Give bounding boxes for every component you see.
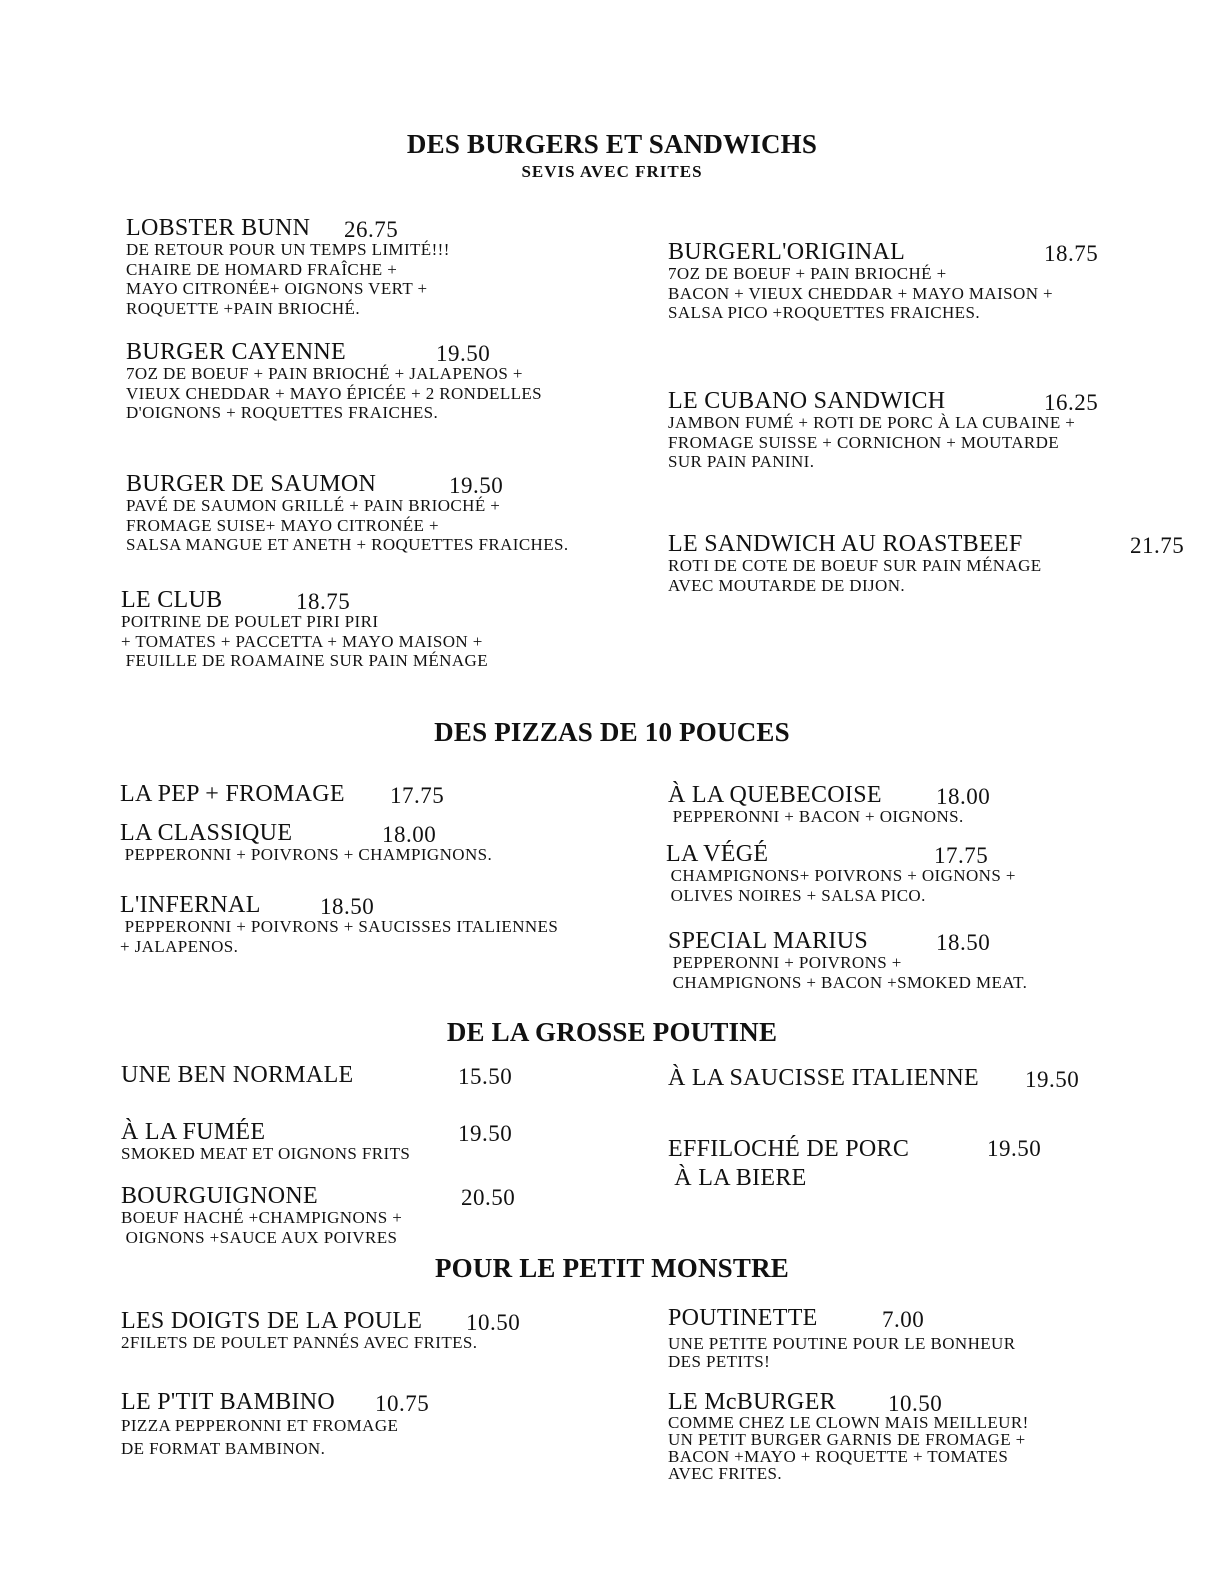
item-description: DE RETOUR POUR UN TEMPS LIMITÉ!!! CHAIRE DE HOMARD FRAÎCHE + MAYO CITRONÉE+ OIGNONS VERT + ROQUETTE +PAIN BRIOCHÉ. — [126, 240, 450, 318]
item-name: LE CUBANO SANDWICH — [668, 388, 946, 414]
item-description: 2FILETS DE POULET PANNÉS AVEC FRITES. — [121, 1333, 478, 1352]
item-description: PIZZA PEPPERONNI ET FROMAGE DE FORMAT BAMBINON. — [121, 1416, 399, 1458]
item-description: SMOKED MEAT ET OIGNONS FRITS — [121, 1144, 411, 1163]
item-description: CHAMPIGNONS+ POIVRONS + OIGNONS + OLIVES NOIRES + SALSA PICO. — [670, 866, 1016, 905]
item-price: 10.50 — [466, 1310, 521, 1335]
item-description: PEPPERONNI + BACON + OIGNONS. — [668, 807, 964, 826]
menu-item-la-pep-fromage — [120, 781, 445, 808]
menu-item-burger-original — [668, 239, 1099, 323]
item-name: LE P'TIT BAMBINO — [121, 1389, 336, 1415]
item-name: BURGERL'ORIGINAL — [668, 239, 906, 265]
item-name: LOBSTER BUNN — [126, 215, 311, 241]
item-price: 18.50 — [320, 894, 375, 919]
menu-item-a-la-quebecoise — [668, 782, 991, 827]
item-name: L'INFERNAL — [120, 892, 261, 918]
item-name: À LA QUEBECOISE — [668, 782, 882, 808]
item-name: LA CLASSIQUE — [120, 820, 293, 846]
section-title-pizzas: DES PIZZAS DE 10 POUCES — [434, 717, 790, 747]
item-price: 19.50 — [1025, 1067, 1080, 1092]
item-name: LE SANDWICH AU ROASTBEEF — [668, 531, 1023, 557]
menu-item-le-club — [121, 588, 488, 671]
item-name: LE McBURGER — [668, 1389, 836, 1415]
item-price: 20.50 — [461, 1185, 516, 1210]
item-description: PAVÉ DE SAUMON GRILLÉ + PAIN BRIOCHÉ + FROMAGE SUISE+ MAYO CITRONÉE + SALSA MANGUE ET ANETH + ROQUETTES FRAICHES. — [126, 496, 569, 554]
item-name: LA PEP + FROMAGE — [120, 781, 345, 807]
item-description: PEPPERONNI + POIVRONS + CHAMPIGNONS. — [120, 845, 493, 864]
item-name: LES DOIGTS DE LA POULE — [121, 1308, 423, 1334]
item-price: 19.50 — [987, 1136, 1042, 1161]
item-price: 19.50 — [436, 341, 491, 366]
menu-item-le-sandwich-au-roastbeef — [668, 531, 1185, 595]
item-name: EFFILOCHÉ DE PORC À LA BIERE — [668, 1136, 910, 1191]
item-price: 10.75 — [375, 1391, 430, 1416]
menu-item-a-la-saucisse-italienne — [668, 1065, 1080, 1092]
item-price: 18.00 — [936, 784, 991, 809]
item-name: LA VÉGÉ — [666, 841, 769, 867]
item-price: 18.75 — [296, 589, 351, 614]
menu-item-la-vege — [666, 842, 1016, 905]
item-description: 7OZ DE BOEUF + PAIN BRIOCHÉ + BACON + VIEUX CHEDDAR + MAYO MAISON + SALSA PICO +ROQUETTES FRAICHES. — [668, 264, 1054, 322]
item-description: POITRINE DE POULET PIRI PIRI + TOMATES + PACCETTA + MAYO MAISON + FEUILLE DE ROAMAINE SUR PAIN MÉNAGE — [121, 612, 488, 670]
menu-item-bourguignone — [121, 1183, 516, 1247]
item-price: 10.50 — [888, 1391, 943, 1416]
item-price: 15.50 — [458, 1064, 513, 1089]
menu-item-burger-de-saumon — [126, 472, 569, 555]
item-description: UNE PETITE POUTINE POUR LE BONHEUR DES PETITS! — [668, 1334, 1016, 1371]
item-price: 19.50 — [449, 473, 504, 498]
menu-item-poutinette — [668, 1306, 1015, 1371]
menu-item-le-cubano-sandwich — [668, 388, 1099, 472]
item-price: 18.50 — [936, 930, 991, 955]
menu-item-effiloche-de-porc — [668, 1135, 1042, 1193]
item-price: 17.75 — [390, 783, 445, 808]
item-description: JAMBON FUMÉ + ROTI DE PORC À LA CUBAINE + FROMAGE SUISSE + CORNICHON + MOUTARDE SUR PAIN PANINI. — [668, 413, 1076, 471]
item-description: BOEUF HACHÉ +CHAMPIGNONS + OIGNONS +SAUCE AUX POIVRES — [121, 1208, 403, 1247]
menu-item-lobster-bunn — [126, 216, 450, 318]
item-name: BURGER DE SAUMON — [126, 471, 377, 497]
item-description: 7OZ DE BOEUF + PAIN BRIOCHÉ + JALAPENOS + VIEUX CHEDDAR + MAYO ÉPICÉE + 2 RONDELLES D'OIGNONS + ROQUETTES FRAICHES. — [126, 364, 543, 422]
menu-item-l-infernal — [120, 893, 558, 956]
item-name: À LA FUMÉE — [121, 1119, 266, 1145]
item-price: 18.75 — [1044, 241, 1099, 266]
menu-item-la-classique — [120, 821, 492, 865]
menu-item-le-ptit-bambino — [121, 1389, 430, 1460]
item-price: 16.25 — [1044, 390, 1099, 415]
item-description: PEPPERONNI + POIVRONS + SAUCISSES ITALIENNES + JALAPENOS. — [120, 917, 559, 956]
section-subtitle-burgers: SEVIS AVEC FRITES — [521, 162, 703, 181]
item-price: 18.00 — [382, 822, 437, 847]
item-name: BOURGUIGNONE — [121, 1183, 318, 1209]
item-price: 26.75 — [344, 217, 399, 242]
item-price: 19.50 — [458, 1121, 513, 1146]
menu-item-special-marius — [668, 929, 1027, 992]
section-title-poutines: DE LA GROSSE POUTINE — [446, 1017, 778, 1047]
item-price: 21.75 — [1130, 533, 1185, 558]
item-name: UNE BEN NORMALE — [121, 1062, 354, 1088]
item-price: 7.00 — [882, 1307, 925, 1332]
section-title-burgers: DES BURGERS ET SANDWICHS — [406, 129, 818, 159]
item-description: PEPPERONNI + POIVRONS + CHAMPIGNONS + BACON +SMOKED MEAT. — [672, 953, 1028, 992]
menu-item-burger-cayenne — [126, 340, 542, 423]
item-name: LE CLUB — [121, 587, 223, 613]
menu-item-une-ben-normale — [121, 1062, 513, 1089]
item-description: COMME CHEZ LE CLOWN MAIS MEILLEUR! UN PETIT BURGER GARNIS DE FROMAGE + BACON +MAYO + ROQUETTE + TOMATES AVEC FRITES. — [668, 1413, 1029, 1483]
section-title-kids: POUR LE PETIT MONSTRE — [434, 1253, 789, 1283]
item-name: BURGER CAYENNE — [126, 339, 347, 365]
item-price: 17.75 — [934, 843, 989, 868]
menu-item-a-la-fumee — [121, 1119, 513, 1164]
item-name: POUTINETTE — [668, 1305, 818, 1331]
item-name: SPECIAL MARIUS — [668, 928, 869, 954]
item-name: À LA SAUCISSE ITALIENNE — [668, 1065, 979, 1091]
menu-item-les-doigts-de-la-poule — [121, 1308, 521, 1353]
item-description: ROTI DE COTE DE BOEUF SUR PAIN MÉNAGE AVEC MOUTARDE DE DIJON. — [668, 556, 1042, 595]
menu-item-le-mcburger — [668, 1390, 1029, 1482]
